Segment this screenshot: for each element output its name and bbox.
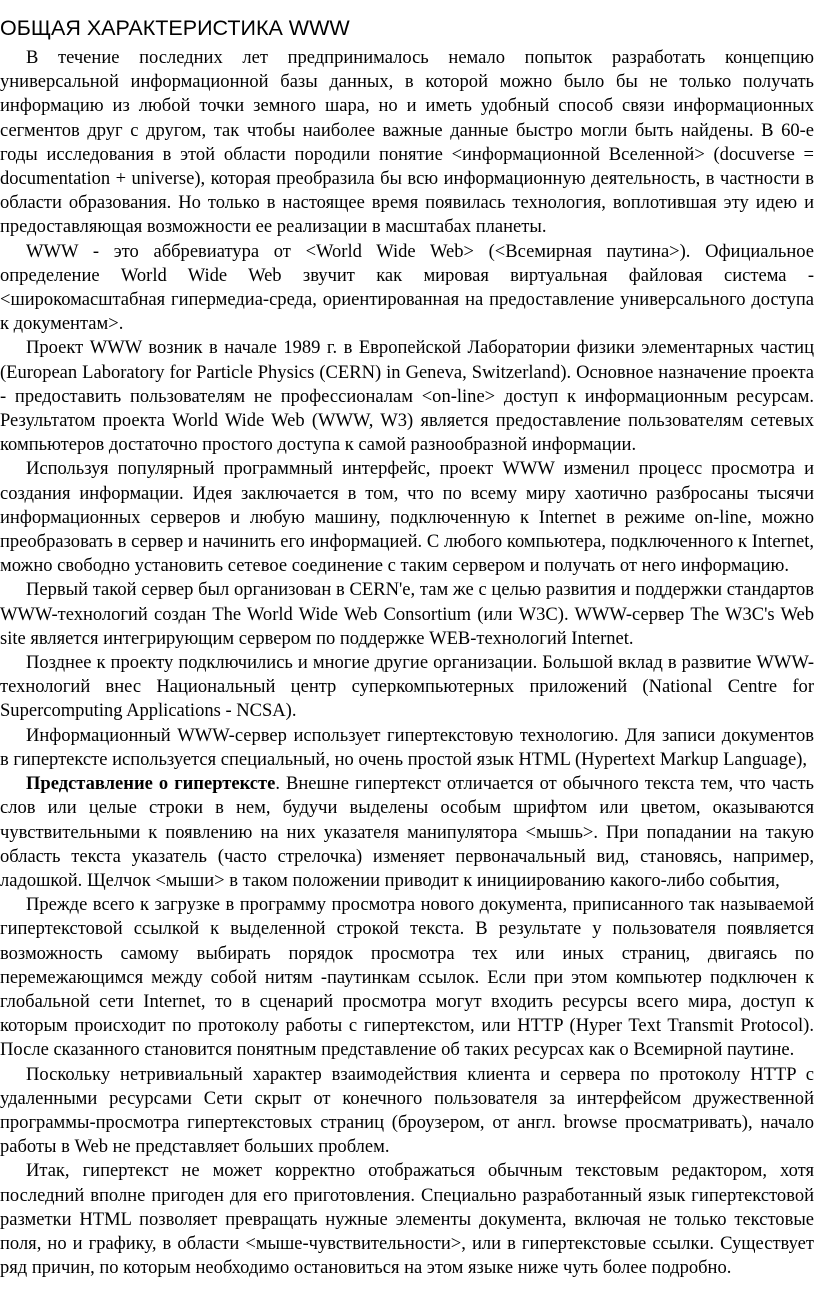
paragraph-http-browser [0, 1063, 814, 1160]
paragraph-www-definition [0, 240, 814, 337]
paragraph-lead-heading: Представление о гипертексте [26, 773, 276, 795]
paragraph-text: Проект WWW возник в начале 1989 г. в Европейской Лаборатории физики элементарных частиц (European Laboratory for Particle Physics (CERN) in Geneva, Switzerland). Основное назначение проекта - предоставить пользователям не профессионалам <on-line> доступ к информационным ресурсам. Результатом проекта World Wide Web (WWW, W3) является предоставление пользователям сетевых компьютеров достаточно простого доступа к самой разнообразной информации. [0, 337, 814, 456]
paragraph-text: Информационный WWW-сервер использует гипертекстовую технологию. Для записи документов в гипертексте используется специальный, но очень простой язык HTML (Hypertext Markup Language), [0, 724, 814, 770]
paragraph-hypertext-concept [0, 772, 814, 893]
paragraph-text: Поскольку нетривиальный характер взаимодействия клиента и сервера по протоколу HTTP с удаленными ресурсами Сети скрыт от конечного пользователя за интерфейсом дружественной программы-просмотра гипертекстовых страниц (броузером, от англ. browse просматривать), начало работы в Web не представляет больших проблем. [0, 1063, 814, 1158]
paragraph-hypertext-technology [0, 724, 814, 772]
document-body [0, 46, 814, 1280]
paragraph-text: Позднее к проекту подключились и многие другие организации. Большой вклад в развитие WWW-технологий внес Национальный центр суперкомпьютерных приложений (National Centre for Supercomputing Applications - NCSA). [0, 652, 814, 722]
page-title: ОБЩАЯ ХАРАКТЕРИСТИКА WWW [0, 16, 350, 40]
paragraph-text: . Внешне гипертекст отличается от обычного текста тем, что часть слов или целые строки в нем, будучи выделены особым шрифтом или цветом, оказываются чувствительными к появлению на них указателя манипулятора <мышь>. При попадании на такую область текста указатель (часто стрелочка) изменяет первоначальный вид, становясь, например, ладошкой. Щелчок <мыши> в таком положении приводит к инициированию какого-либо события, [0, 773, 815, 891]
paragraph-first-server-w3c [0, 578, 814, 651]
paragraph-text: Итак, гипертекст не может корректно отображаться обычным текстовым редактором, хотя последний вполне пригоден для его приготовления. Специально разработанный язык гипертекстовой разметки HTML позволяет превращать нужные элементы документа, включая не только текстовые поля, но и графику, в области <мыше-чувствительности>, или в гипертекстовые ссылки. Существует ряд причин, по которым необходимо остановиться на этом языке ниже чуть более подробно. [0, 1160, 814, 1279]
paragraph-intro-universal-database [0, 46, 814, 240]
paragraph-text: В течение последних лет предпринималось немало попыток разработать концепцию универсальной информационной базы данных, в которой можно было бы не только получать информацию из любой точки земного шара, но и иметь удобный способ связи информационных сегментов друг с другом, так чтобы наиболее важные данные быстро могли быть найдены. В 60-е годы исследования в этой области породили понятие <информационной Вселенной> (docuverse = documentation + universe), которая преобразила бы всю информационную деятельность, в частности в области образования. Но только в настоящее время появилась технология, воплотившая эту идею и предоставляющая возможности ее реализации в масштабах планеты. [0, 47, 814, 238]
paragraph-text: Прежде всего к загрузке в программу просмотра нового документа, приписанного так называемой гипертекстовой ссылкой к выделенной строкой текста. В результате у пользователя появляется возможность самому выбирать порядок просмотра тех или иных страниц, двигаясь по перемежающимся между собой нитям -паутинкам ссылок. Если при этом компьютер подключен к глобальной сети Internet, то в сценарий просмотра могут входить ресурсы всего мира, доступ к которым происходит по протоколу работы с гипертекстом, или HTTP (Hyper Text Transmit Protocol). После сказанного становится понятным представление об таких ресурсах как о Всемирной паутине. [0, 894, 814, 1061]
paragraph-ncsa-contribution [0, 651, 814, 724]
paragraph-hyperlinks-navigation [0, 893, 814, 1062]
paragraph-program-interface [0, 457, 814, 578]
paragraph-text: Первый такой сервер был организован в CERN'е, там же с целью развития и поддержки стандартов WWW-технологий создан The World Wide Web Consortium (или W3C). WWW-сервер The W3C's Web site является интегрирующим сервером по поддержке WEB-технологий Internet. [0, 579, 814, 649]
paragraph-html-language [0, 1159, 814, 1280]
paragraph-text: WWW - это аббревиатура от <World Wide Web> (<Всемирная паутина>). Официальное определение World Wide Web звучит как мировая виртуальная файловая система - <широкомасштабная гипермедиа-среда, ориентированная на предоставление универсального доступа к документам>. [0, 240, 814, 335]
paragraph-text: Используя популярный программный интерфейс, проект WWW изменил процесс просмотра и создания информации. Идея заключается в том, что по всему миру хаотично разбросаны тысячи информационных серверов и любую машину, подключенную к Internet в режиме on-line, можно преобразовать в сервер и начинить его информацией. С любого компьютера, подключенного к Internet, можно свободно установить сетевое соединение с таким сервером и получать от него информацию. [0, 458, 814, 577]
paragraph-project-origin-cern [0, 336, 814, 457]
